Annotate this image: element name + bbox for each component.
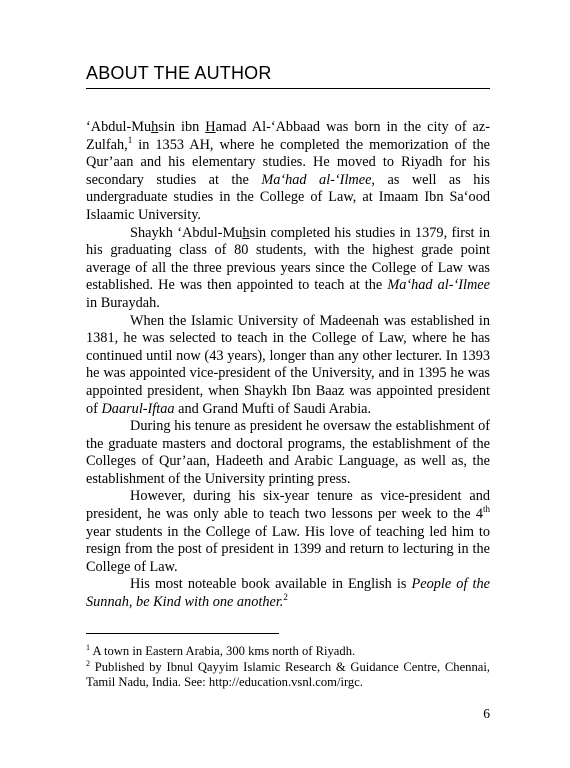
text-run: in 1353 AH, where he completed the memorization of the Qur’aan and his elementary studies. He moved to Riyadh for his secondary studies at the: [86, 136, 490, 188]
text-run: and Grand Mufti of Saudi Arabia.: [174, 400, 372, 417]
paragraph-teaching: [86, 488, 490, 576]
text-run: sin completed his studies in 1379, first in his graduating class of 80 students, with the highest grade point average of all the three previous years since the College of Law was established. He was then appointed to teach at the: [86, 224, 490, 294]
page-number: 6: [483, 706, 490, 721]
text-run: However, during his six-year tenure as vice-president and president, he was only able to teach two lessons per week to the 4: [86, 488, 490, 523]
text-run-underlined: h: [151, 119, 159, 135]
ordinal-suffix: th: [482, 504, 490, 515]
text-run-underlined: h: [242, 224, 250, 241]
footnote-number: 2: [86, 658, 90, 668]
footnote-ref-2[interactable]: 2: [283, 592, 288, 603]
text-run-italic: Daarul-Iftaa: [101, 400, 175, 417]
paragraph-tenure: During his tenure as president he oversaw the establishment of the graduate masters and doctoral programs, the establishment of the Colleges of Qur’aan, Hadeeth and Arabic Language, as well as, the establishment of the University printing press.: [86, 418, 490, 487]
text-run: Shaykh ‘Abdul-Mu: [130, 224, 243, 241]
footnote-number: 1: [86, 642, 90, 652]
footnotes: [86, 644, 490, 691]
biography-text: [86, 119, 490, 612]
text-run: amad Al-‘Abbaad was born in the city of az-Zulfah,: [86, 119, 490, 153]
text-run: His most noteable book available in English is: [130, 576, 412, 593]
book-title: People of the Sunnah, be Kind with one another.: [86, 576, 490, 611]
text-run: as well as his undergraduate studies in the College of Law, at Imaam Ibn Sa‘ood Islaamic University.: [86, 171, 490, 223]
paragraph-book: [86, 576, 490, 611]
footnote-text: Published by Ibnul Qayyim Islamic Research & Guidance Centre, Chennai, Tamil Nadu, India. See: http://education.vsnl.com/irgc.: [86, 659, 490, 690]
footnote-2: [86, 660, 490, 691]
text-run: When the Islamic University of Madeenah was established in 1381, he was selected to teach in the College of Law, where he has continued until now (43 years), longer than any other lecturer. In 1393 he was appointed vice-president of the University, and in 1395 he was appointed president, when Shaykh Ibn Baaz was appointed president of: [86, 312, 490, 417]
section-heading: ABOUT THE AUTHOR: [86, 62, 490, 89]
text-run: sin ibn: [158, 119, 206, 135]
footnote-text: A town in Eastern Arabia, 300 kms north of Riyadh.: [90, 644, 356, 658]
footnote-divider: [86, 633, 279, 634]
paragraph-studies: [86, 225, 490, 313]
text-run-italic: Ma‘had al-‘Ilmee: [387, 277, 490, 294]
text-run: in Buraydah.: [86, 294, 160, 311]
text-run: ‘Abdul-Mu: [86, 119, 152, 135]
text-run: year students in the College of Law. His love of teaching led him to resign from the post of president in 1399 and return to lecturing in the College of Law.: [86, 523, 490, 575]
paragraph-university: [86, 313, 490, 419]
footnote-1: [86, 644, 490, 660]
paragraph-birth: [86, 119, 490, 225]
text-run-italic: Ma‘had al-‘Ilmee,: [261, 171, 376, 188]
footnote-ref-1[interactable]: 1: [127, 134, 133, 145]
text-run-underlined: H: [205, 119, 216, 135]
